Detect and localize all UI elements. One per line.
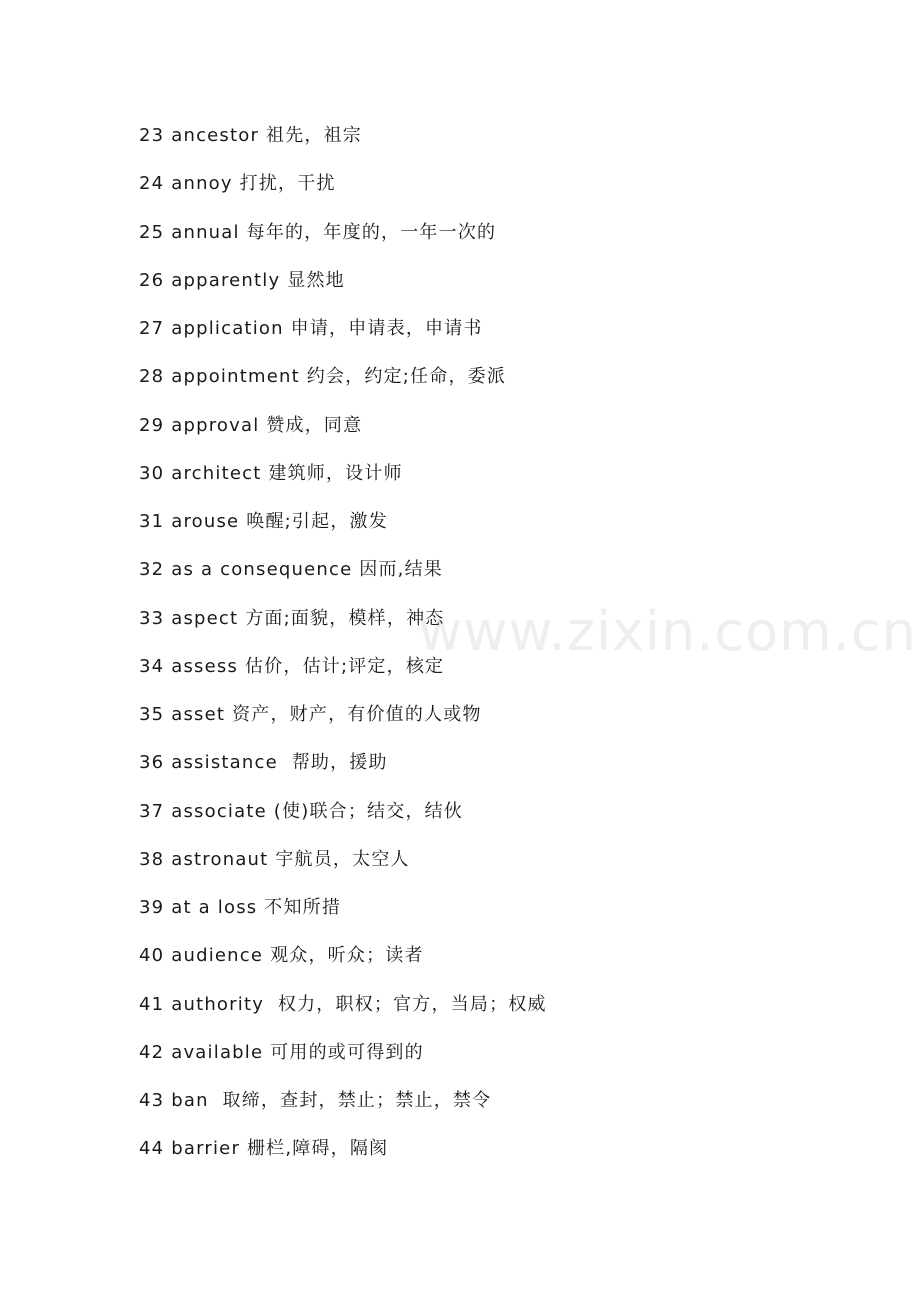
vocab-entry-26: 26 apparently 显然地 <box>139 269 345 291</box>
vocab-entry-37: 37 associate (使)联合；结交，结伙 <box>139 800 464 822</box>
vocab-entry-39: 39 at a loss 不知所措 <box>139 897 342 918</box>
vocab-entry-34: 34 assess 估价，估计;评定，核定 <box>139 655 445 677</box>
vocab-entry-35: 35 asset 资产，财产，有价值的人或物 <box>139 704 482 725</box>
vocab-entry-28: 28 appointment 约会，约定;任命，委派 <box>139 366 507 388</box>
watermark: www.zixin.com.cn <box>418 600 917 663</box>
vocab-entry-33: 33 aspect 方面;面貌，模样，神态 <box>139 607 445 629</box>
vocabulary-list <box>139 119 547 1181</box>
vocab-entry-44: 44 barrier 栅栏,障碍，隔阂 <box>139 1138 389 1160</box>
vocab-entry-41: 41 authority 权力，职权；官方，当局；权威 <box>139 993 547 1015</box>
vocab-entry-40: 40 audience 观众，听众；读者 <box>139 945 424 967</box>
vocab-entry-29: 29 approval 赞成，同意 <box>139 414 363 436</box>
vocab-entry-31: 31 arouse 唤醒;引起，激发 <box>139 511 388 532</box>
vocab-entry-43: 43 ban 取缔，查封，禁止；禁止，禁令 <box>139 1090 492 1111</box>
vocab-entry-32: 32 as a consequence 因而,结果 <box>139 559 444 581</box>
vocab-entry-24: 24 annoy 打扰，干扰 <box>139 173 336 195</box>
vocab-entry-25: 25 annual 每年的，年度的，一年一次的 <box>139 221 497 243</box>
vocab-entry-27: 27 application 申请，申请表，申请书 <box>139 318 483 339</box>
vocab-entry-30: 30 architect 建筑师，设计师 <box>139 462 403 484</box>
vocab-entry-36: 36 assistance 帮助，援助 <box>139 752 388 774</box>
vocab-entry-42: 42 available 可用的或可得到的 <box>139 1041 424 1063</box>
vocab-entry-23: 23 ancestor 祖先，祖宗 <box>139 125 363 146</box>
vocab-entry-38: 38 astronaut 宇航员，太空人 <box>139 848 410 870</box>
